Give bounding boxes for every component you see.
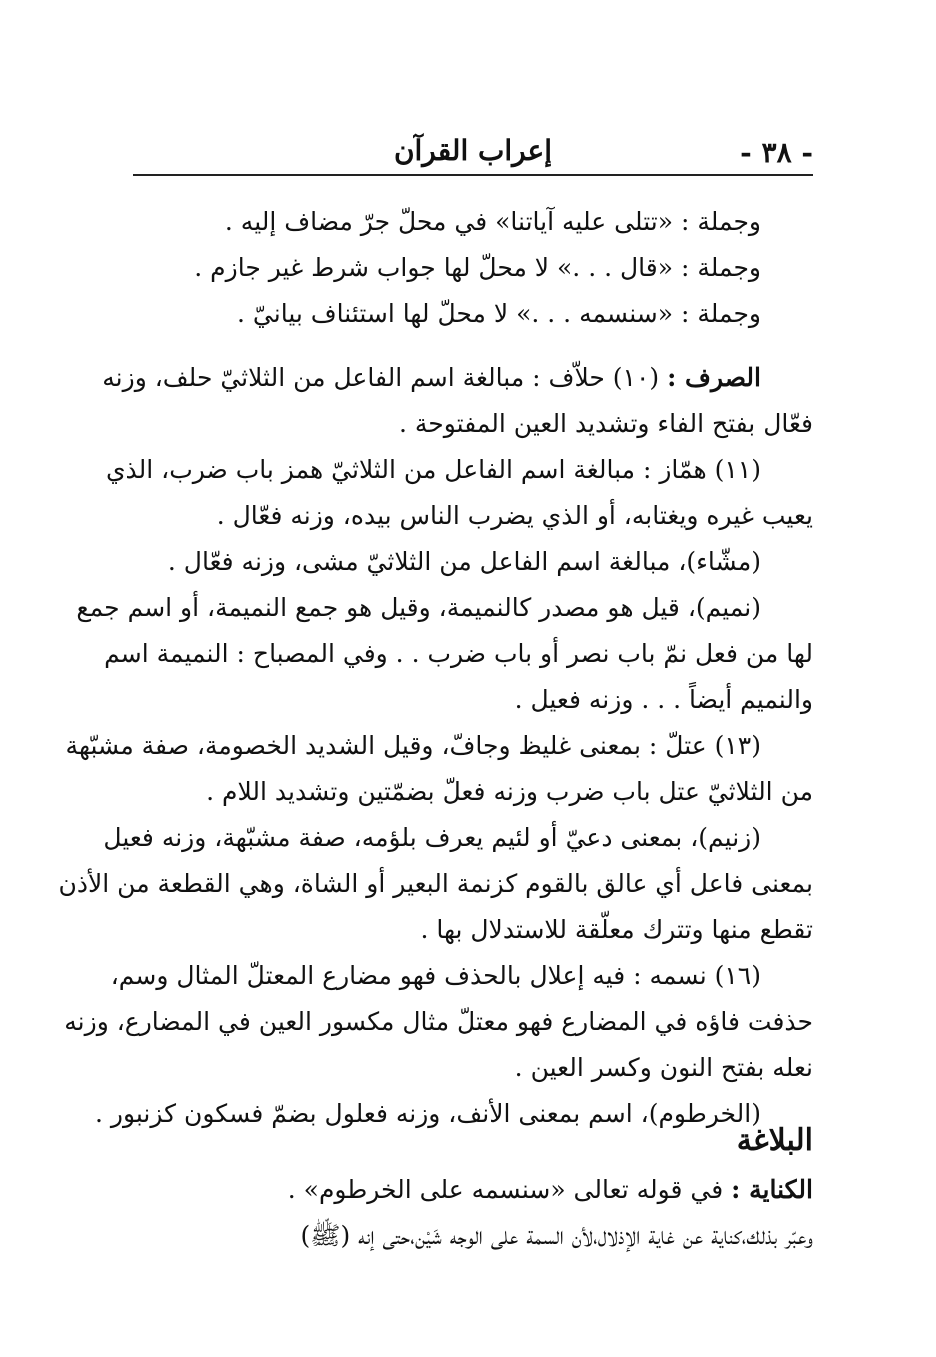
text-line: (نميم)، قيل هو مصدر كالنميمة، وقيل هو جمع النميمة، أو اسم جمع [76, 593, 761, 622]
text-line: نعله بفتح النون وكسر العين . [514, 1053, 813, 1082]
text-line: فعّال بفتح الفاء وتشديد العين المفتوحة . [398, 409, 813, 438]
text-line: وجملة : «تتلى عليه آياتنا» في محلّ جرّ مضاف إليه . [224, 207, 761, 236]
text-line: الصرف : (١٠) حلاّف : مبالغة اسم الفاعل من الثلاثيّ حلف، وزنه [102, 363, 761, 392]
text-line: وجملة : «قال . . .» لا محلّ لها جواب شرط غير جازم . [194, 253, 761, 282]
book-title: إعراب القرآن [393, 134, 553, 167]
text-line: حذفت فاؤه في المضارع فهو معتلّ مثال مكسور العين في المضارع، وزنه [64, 1007, 813, 1036]
text-line: وعبّر بذلك،كناية عن غاية الإذلال،لأن السمة على الوجه شَيْن،حتى إنه (ﷺ) [300, 1221, 813, 1250]
text-line: والنميم أيضاً . . . وزنه فعيل . [514, 685, 813, 714]
text-line: بمعنى فاعل أي عالق بالقوم كزنمة البعير أو الشاة، وهي القطعة من الأذن [58, 869, 813, 898]
text-line: (١٣) عتلّ : بمعنى غليظ وجافّ، وقيل الشديد الخصومة، صفة مشبّهة [65, 731, 761, 760]
sarf-label: الصرف : [667, 363, 761, 392]
text-line: الكناية : في قوله تعالى «سنسمه على الخرطوم» . [287, 1175, 813, 1204]
text-line: لها من فعل نمّ باب نصر أو باب ضرب . . وفي المصباح : النميمة اسم [104, 639, 813, 668]
page-header [133, 128, 813, 176]
text-line: (١١) همّاز : مبالغة اسم الفاعل من الثلاثيّ همز باب ضرب، الذي [105, 455, 761, 484]
text-line: (زنيم)، بمعنى دعيّ أو لئيم يعرف بلؤمه، صفة مشبّهة، وزنه فعيل [103, 823, 761, 852]
text-line: تقطع منها وتترك معلّقة للاستدلال بها . [420, 915, 813, 944]
text-line: (الخرطوم)، اسم بمعنى الأنف، وزنه فعلول بضمّ فسكون كزنبور . [95, 1099, 761, 1128]
text-line: من الثلاثيّ عتل باب ضرب وزنه فعلّ بضمّتين وتشديد اللام . [206, 777, 813, 806]
kinaya-label: الكناية : [731, 1175, 813, 1204]
text-line: (مشّاء)، مبالغة اسم الفاعل من الثلاثيّ مشى، وزنه فعّال . [167, 547, 761, 576]
text-line: وجملة : «سنسمه . . .» لا محلّ لها استئناف بيانيّ . [237, 299, 761, 328]
section-heading: البلاغة [736, 1123, 813, 1158]
text-line: يعيب غيره ويغتابه، أو الذي يضرب الناس بيده، وزنه فعّال . [216, 501, 813, 530]
text-line: (١٦) نسمه : فيه إعلال بالحذف فهو مضارع المعتلّ المثال وسم، [110, 961, 761, 990]
page-number: - ٣٨ - [740, 136, 813, 169]
